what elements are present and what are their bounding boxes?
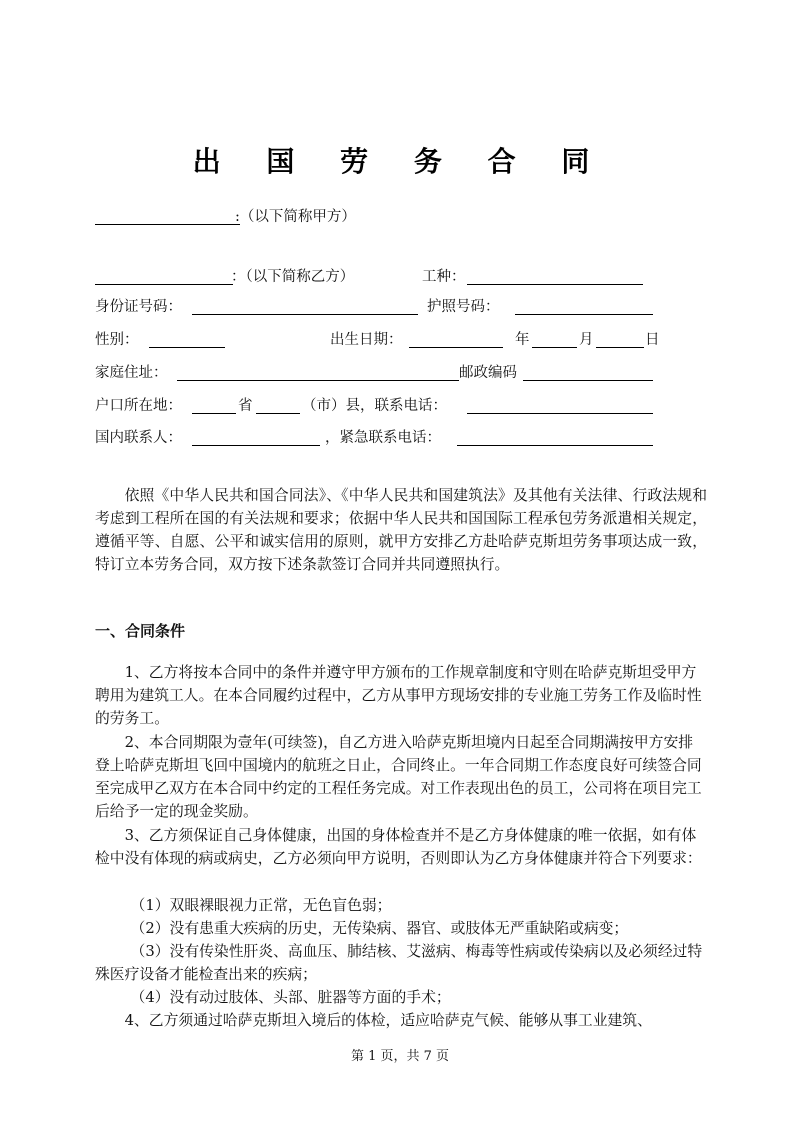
clause-3-sub-3: （3）没有传染性肝炎、高血压、肺结核、艾滋病、梅毒等性病或传染病以及必须经过特殊医疗设备才能检查出来的疾病； bbox=[95, 943, 703, 983]
birth-day-blank[interactable] bbox=[596, 347, 644, 348]
province-label: 省 bbox=[238, 398, 253, 414]
party-b-blank[interactable] bbox=[95, 284, 233, 285]
birth-year-blank[interactable] bbox=[409, 347, 503, 348]
postcode-label: 邮政编码 bbox=[459, 365, 517, 381]
emergency-label: ，紧急联系电话： bbox=[325, 430, 441, 446]
phone-blank[interactable] bbox=[467, 413, 653, 414]
month-label: 月 bbox=[579, 332, 594, 348]
clause-2: 2、本合同期限为壹年(可续签)，自乙方进入哈萨克斯坦境内日起至合同期满按甲方安排登上哈萨克斯坦飞回中国境内的航班之日止，合同终止。一年合同期工作态度良好可续签合同至完成甲乙双方在本合同中约定的工程任务完成。对工作表现出色的员工，公司将在项目完工后给予一定的现金奖励。 bbox=[95, 734, 702, 820]
preamble-paragraph: 依照《中华人民共和国合同法》、《中华人民共和国建筑法》及其他有关法律、行政法规和考虑到工程所在国的有关法规和要求；依据中华人民共和国国际工程承包劳务派遣相关规定，遵循平等、自愿、公平和诚实信用的原则，就甲方安排乙方赴哈萨克斯坦劳务事项达成一致，特订立本劳务合同，双方按下述条款签订合同并共同遵照执行。 bbox=[95, 487, 707, 573]
address-label: 家庭住址： bbox=[95, 365, 168, 381]
address-blank[interactable] bbox=[177, 380, 459, 381]
job-blank[interactable] bbox=[467, 284, 643, 285]
id-label: 身份证号码： bbox=[95, 299, 182, 315]
id-row bbox=[95, 296, 655, 318]
province-blank[interactable] bbox=[192, 413, 236, 414]
passport-label: 护照号码： bbox=[427, 299, 500, 315]
county-phone-label: （市）县，联系电话： bbox=[302, 398, 447, 414]
hukou-row bbox=[95, 395, 655, 417]
id-blank[interactable] bbox=[192, 314, 418, 315]
contact-blank[interactable] bbox=[192, 445, 320, 446]
county-blank[interactable] bbox=[256, 413, 300, 414]
clause-3-sub-4: （4）没有动过肢体、头部、脏器等方面的手术； bbox=[130, 989, 451, 1006]
party-a-row bbox=[95, 206, 395, 228]
clause-3-sub-1: （1）双眼裸眼视力正常，无色盲色弱； bbox=[130, 897, 392, 914]
clause-3: 3、乙方须保证自己身体健康，出国的身体检查并不是乙方身体健康的唯一依据，如有体检中没有体现的病或病史，乙方必须向甲方说明，否则即认为乙方身体健康并符合下列要求： bbox=[95, 827, 702, 867]
page-title: 出 国 劳 务 合 同 bbox=[192, 145, 608, 178]
clause-1: 1、乙方将按本合同中的条件并遵守甲方颁布的工作规章制度和守则在哈萨克斯坦受甲方聘用为建筑工人。在本合同履约过程中，乙方从事甲方现场安排的专业施工劳务工作及临时性的劳务工。 bbox=[95, 664, 702, 727]
party-b-label: ：（以下简称乙方） bbox=[231, 269, 355, 285]
party-b-row bbox=[95, 266, 655, 288]
section-heading: 一、合同条件 bbox=[95, 622, 186, 640]
gender-birth-row bbox=[95, 329, 660, 351]
clause-4: 4、乙方须通过哈萨克斯坦入境后的体检，适应哈萨克气候、能够从事工业建筑、 bbox=[124, 1012, 652, 1029]
day-label: 日 bbox=[645, 332, 660, 348]
birth-label: 出生日期： bbox=[330, 332, 403, 348]
emergency-phone-blank[interactable] bbox=[457, 445, 653, 446]
hukou-label: 户口所在地： bbox=[95, 398, 182, 414]
passport-blank[interactable] bbox=[515, 314, 653, 315]
birth-month-blank[interactable] bbox=[532, 347, 577, 348]
contact-label: 国内联系人： bbox=[95, 430, 182, 446]
postcode-blank[interactable] bbox=[523, 380, 653, 381]
party-a-blank[interactable] bbox=[95, 224, 240, 225]
page-number: 第 1 页，共 7 页 bbox=[350, 1049, 450, 1064]
gender-blank[interactable] bbox=[149, 347, 225, 348]
gender-label: 性别： bbox=[95, 332, 139, 348]
address-row bbox=[95, 362, 655, 384]
job-label: 工种： bbox=[422, 269, 466, 285]
year-label: 年 bbox=[515, 332, 530, 348]
clause-3-sub-2: （2）没有患重大疾病的历史，无传染病、器官、或肢体无严重缺陷或病变； bbox=[130, 920, 629, 937]
party-a-label: :（以下简称甲方） bbox=[235, 209, 356, 225]
contact-row bbox=[95, 427, 655, 449]
